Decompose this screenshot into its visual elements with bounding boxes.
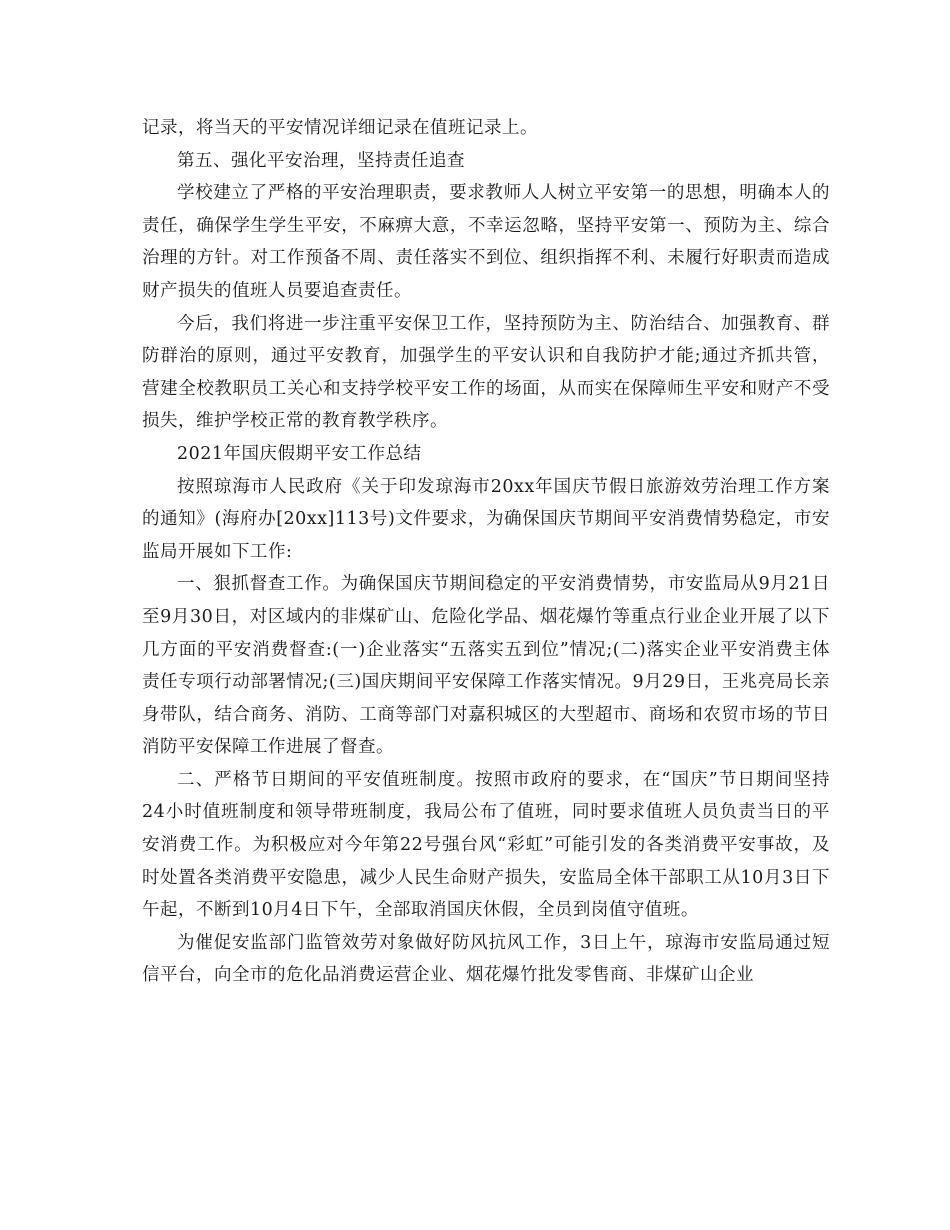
document-page [142, 112, 830, 992]
paragraph: 为催促安监部门监管效劳对象做好防风抗风工作，3日上午，琼海市安监局通过短信平台，向全市的危化品消费运营企业、烟花爆竹批发零售商、非煤矿山企业 [142, 932, 830, 986]
paragraph: 一、狠抓督查工作。为确保国庆节期间稳定的平安消费情势，市安监局从9月21日至9月30日，对区域内的非煤矿山、危险化学品、烟花爆竹等重点行业企业开展了以下几方面的平安消费督查:(一)企业落实“五落实五到位”情况;(二)落实企业平安消费主体责任专项行动部署情况;(三)国庆期间平安保障工作落实情况。9月29日，王兆亮局长亲身带队，结合商务、消防、工商等部门对嘉积城区的大型超市、商场和农贸市场的节日消防平安保障工作进展了督查。 [142, 574, 830, 758]
paragraph: 按照琼海市人民政府《关于印发琼海市20xx年国庆节假日旅游效劳治理工作方案的通知》(海府办[20xx]113号)文件要求，为确保国庆节期间平安消费情势稳定，市安监局开展如下工作: [142, 476, 830, 562]
paragraph: 记录，将当天的平安情况详细记录在值班记录上。 [142, 118, 538, 138]
paragraph: 二、严格节日期间的平安值班制度。按照市政府的要求，在“国庆”节日期间坚持24小时值班制度和领导带班制度，我局公布了值班，同时要求值班人员负责当日的平安消费工作。为积极应对今年第22号强台风“彩虹”可能引发的各类消费平安事故，及时处置各类消费平安隐患，减少人民生命财产损失，安监局全体干部职工从10月3日下午起，不断到10月4日下午，全部取消国庆休假，全员到岗值守值班。 [142, 769, 830, 921]
document-title: 2021年国庆假期平安工作总结 [177, 443, 422, 464]
section-heading: 第五、强化平安治理，坚持责任追查 [177, 150, 465, 171]
paragraph: 学校建立了严格的平安治理职责，要求教师人人树立平安第一的思想，明确本人的责任，确保学生学生平安，不麻痹大意，不幸运忽略，坚持平安第一、预防为主、综合治理的方针。对工作预备不周、责任落实不到位、组织指挥不利、未履行好职责而造成财产损失的值班人员要追查责任。 [142, 183, 830, 301]
paragraph: 今后，我们将进一步注重平安保卫工作，坚持预防为主、防治结合、加强教育、群防群治的原则，通过平安教育，加强学生的平安认识和自我防护才能;通过齐抓共管，营建全校教职员工关心和支持学校平安工作的场面，从而实在保障师生平安和财产不受损失，维护学校正常的教育教学秩序。 [142, 313, 830, 432]
